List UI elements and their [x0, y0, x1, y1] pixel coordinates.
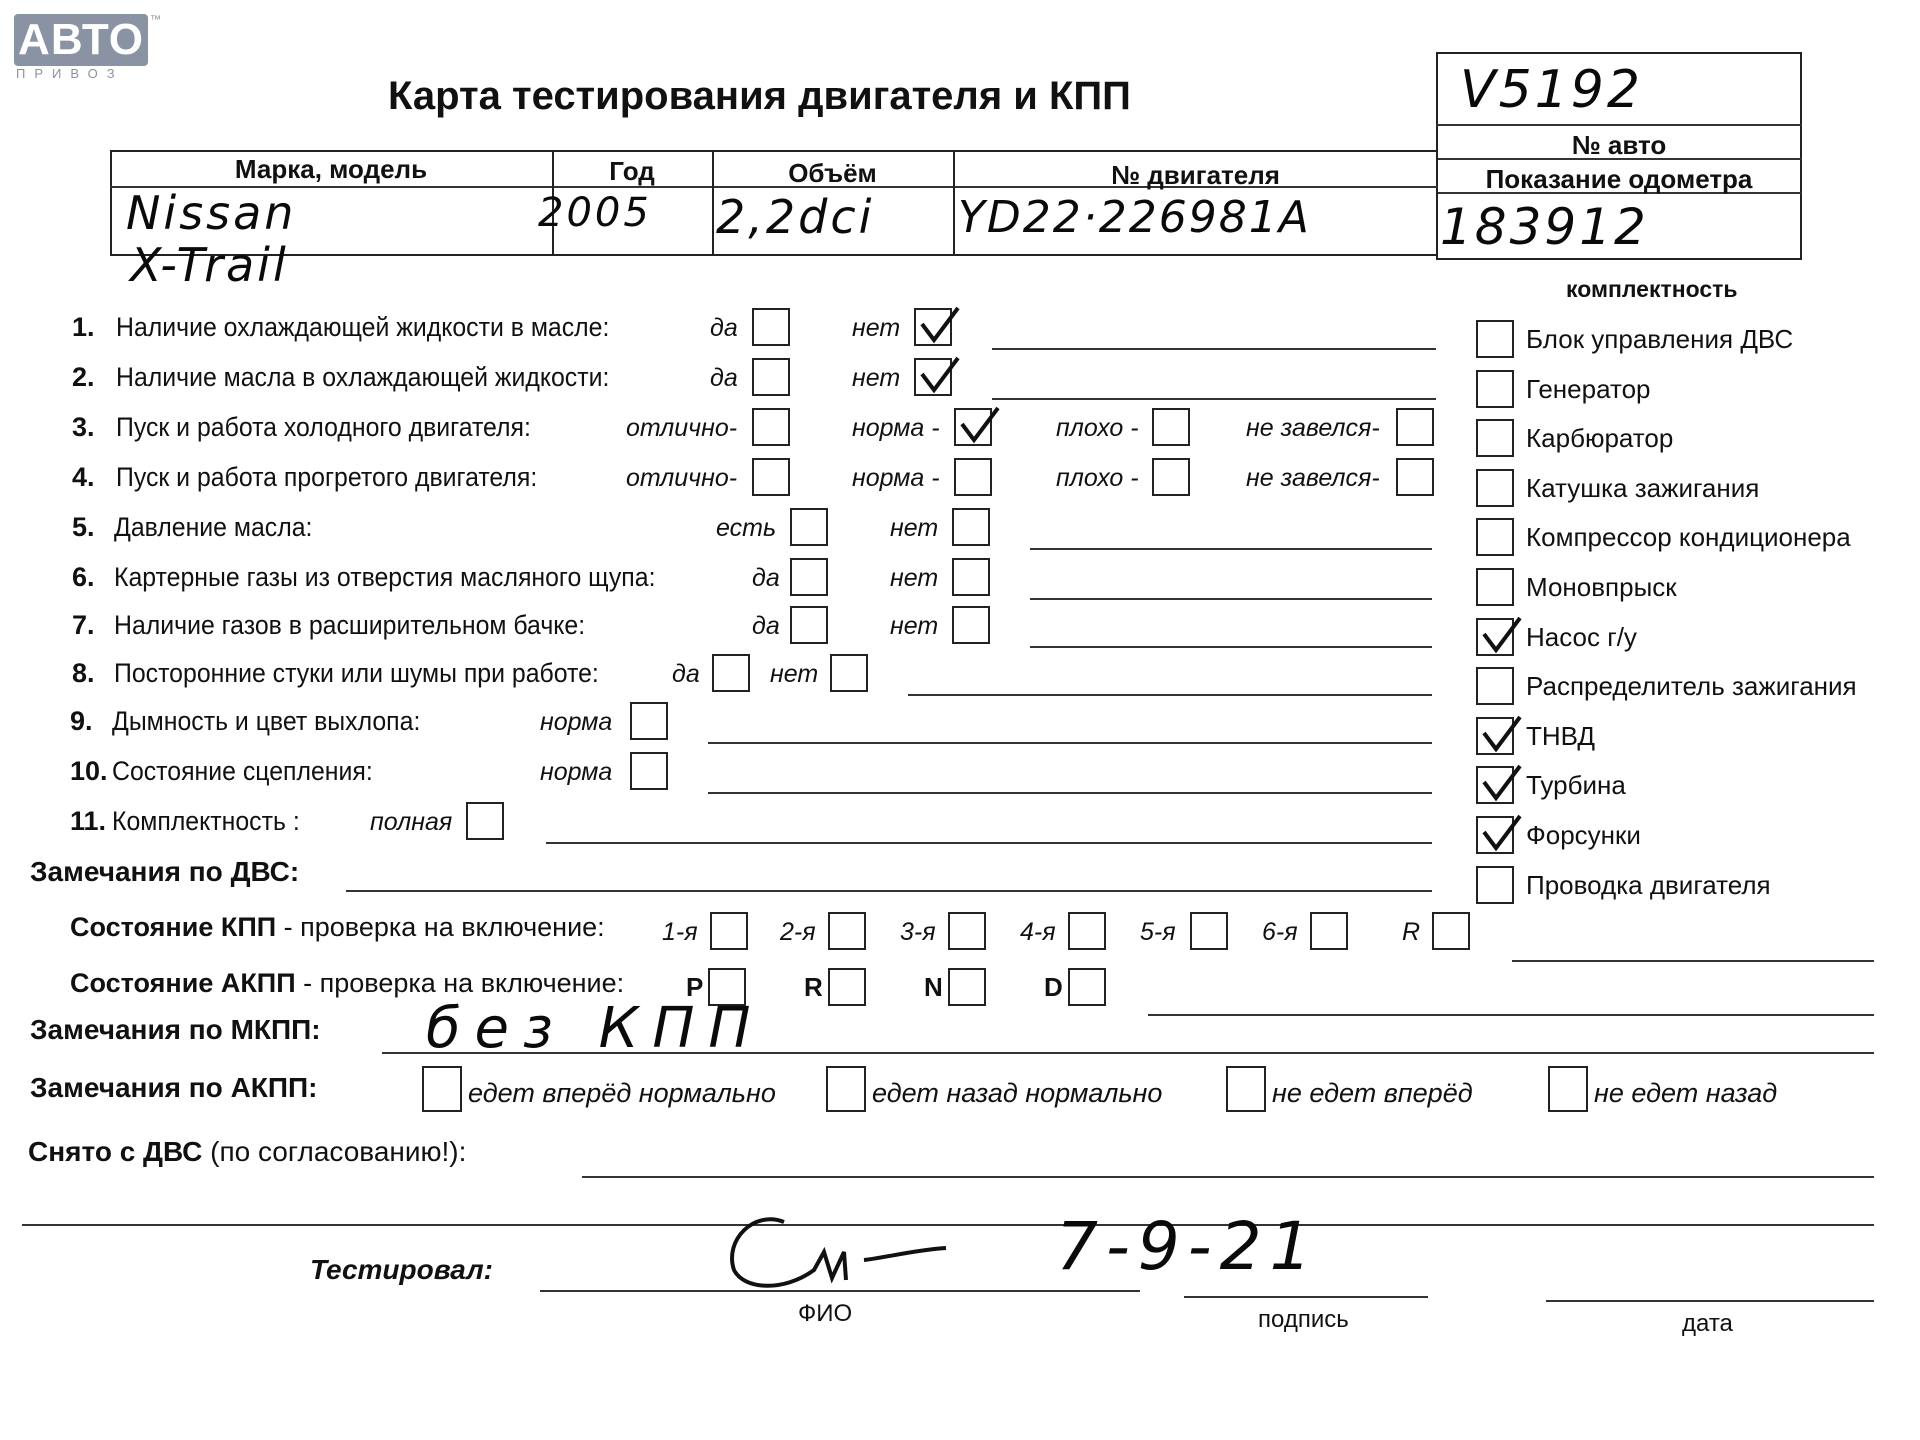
- make-value: Nissan: [126, 186, 297, 240]
- engine-no-header: № двигателя: [1111, 160, 1280, 190]
- kit-label: Блок управления ДВС: [1526, 324, 1794, 354]
- gear-checkbox[interactable]: [1432, 912, 1470, 950]
- gear-label: 5-я: [1140, 918, 1176, 946]
- kit-checkbox[interactable]: [1476, 717, 1514, 755]
- question-text: Наличие охлаждающей жидкости в масле:: [116, 312, 610, 342]
- question-text: Дымность и цвет выхлопа:: [112, 706, 421, 736]
- kit-checkbox[interactable]: [1476, 618, 1514, 656]
- akpp-mode-label: R: [804, 972, 823, 1002]
- question-text: Пуск и работа прогретого двигателя:: [116, 462, 538, 492]
- logo-tm: ™: [150, 14, 161, 26]
- question-text: Картерные газы из отверстия масляного щупа:: [114, 562, 656, 592]
- option-label: не завелся-: [1246, 414, 1380, 442]
- gear-checkbox[interactable]: [1310, 912, 1348, 950]
- kpp-label-rest: - проверка на включение:: [276, 912, 605, 942]
- kit-label: Генератор: [1526, 373, 1651, 404]
- odometer-header: Показание одометра: [1485, 164, 1753, 194]
- akpp-mode-label: D: [1044, 972, 1063, 1002]
- kit-label: Карбюратор: [1526, 423, 1674, 454]
- gear-label: 3-я: [900, 918, 936, 946]
- option-checkbox[interactable]: [790, 606, 828, 644]
- question-text: Посторонние стуки или шумы при работе:: [114, 658, 599, 688]
- kit-label: Проводка двигателя: [1526, 869, 1771, 900]
- gear-label: 2-я: [780, 918, 816, 946]
- option-checkbox[interactable]: [830, 654, 868, 692]
- option-label: полная: [370, 808, 453, 836]
- gear-label: R: [1402, 918, 1421, 946]
- option-label: нет: [890, 514, 939, 542]
- kit-checkbox[interactable]: [1476, 568, 1514, 606]
- gear-label: 4-я: [1020, 918, 1056, 946]
- option-checkbox[interactable]: [630, 702, 668, 740]
- gear-checkbox[interactable]: [1190, 912, 1228, 950]
- option-label: нет: [770, 660, 819, 688]
- question-text: Наличие масла в охлаждающей жидкости:: [116, 362, 610, 392]
- gear-checkbox[interactable]: [948, 912, 986, 950]
- gear-checkbox[interactable]: [710, 912, 748, 950]
- question-number: 7.: [72, 610, 95, 640]
- kit-checkbox[interactable]: [1476, 816, 1514, 854]
- option-label: да: [710, 364, 738, 392]
- option-checkbox[interactable]: [790, 508, 828, 546]
- question-number: 2.: [72, 362, 95, 392]
- option-checkbox[interactable]: [752, 308, 790, 346]
- kit-label: Форсунки: [1526, 820, 1641, 850]
- option-label: норма -: [852, 414, 940, 442]
- option-label: отлично-: [626, 464, 738, 492]
- logo-subtitle: ПРИВОЗ: [16, 66, 124, 81]
- option-label: отлично-: [626, 414, 738, 442]
- mkpp-remarks-value: без КПП: [426, 996, 765, 1061]
- akpp-mode-checkbox[interactable]: [948, 968, 986, 1006]
- option-checkbox[interactable]: [1152, 408, 1190, 446]
- akpp-remark-checkbox[interactable]: [826, 1066, 866, 1112]
- akpp-mode-label: N: [924, 972, 943, 1002]
- question-text: Состояние сцепления:: [112, 756, 373, 786]
- removed-label: [28, 1136, 466, 1168]
- tested-label: Тестировал:: [310, 1254, 493, 1285]
- option-label: не завелся-: [1246, 464, 1380, 492]
- question-number: 8.: [72, 658, 95, 688]
- removed-bold: Снято с ДВС: [28, 1136, 203, 1167]
- kit-checkbox[interactable]: [1476, 518, 1514, 556]
- kpp-label-bold: Состояние КПП: [70, 912, 277, 942]
- tested-date-hw: 7-9-21: [1056, 1208, 1320, 1285]
- option-label: плохо -: [1056, 464, 1139, 492]
- option-checkbox[interactable]: [466, 802, 504, 840]
- kit-checkbox[interactable]: [1476, 370, 1514, 408]
- option-checkbox[interactable]: [914, 358, 952, 396]
- volume-value: 2,2dci: [716, 190, 875, 244]
- question-number: 4.: [72, 462, 95, 492]
- question-number: 1.: [72, 312, 95, 342]
- removed-rest: (по согласованию!):: [202, 1136, 467, 1167]
- option-checkbox[interactable]: [952, 606, 990, 644]
- mkpp-remarks-label: Замечания по МКПП:: [30, 1014, 321, 1045]
- akpp-row-label: [70, 968, 624, 999]
- question-number: 5.: [72, 512, 95, 542]
- signature-fio: [714, 1200, 954, 1300]
- engine-no-value: YD22·226981A: [958, 192, 1311, 243]
- question-number: 3.: [72, 412, 95, 442]
- gear-label: 6-я: [1262, 918, 1298, 946]
- kit-label: Компрессор кондиционера: [1526, 522, 1851, 553]
- option-checkbox[interactable]: [752, 358, 790, 396]
- option-checkbox[interactable]: [712, 654, 750, 692]
- option-checkbox[interactable]: [630, 752, 668, 790]
- option-checkbox[interactable]: [914, 308, 952, 346]
- option-label: норма: [540, 758, 613, 786]
- year-value: 2005: [538, 190, 652, 236]
- kit-label: Турбина: [1526, 770, 1626, 801]
- akpp-remark-label: не едет вперёд: [1272, 1078, 1473, 1108]
- gear-checkbox[interactable]: [828, 912, 866, 950]
- kit-label: Распределитель зажигания: [1526, 671, 1857, 702]
- year-header: Год: [609, 156, 655, 186]
- odometer-value: 183912: [1440, 198, 1649, 256]
- question-number: 9.: [70, 706, 93, 736]
- option-checkbox[interactable]: [954, 458, 992, 496]
- make-header: Марка, модель: [234, 154, 428, 184]
- logo-text: АВТО: [18, 15, 144, 64]
- complectness-title: комплектность: [1566, 276, 1738, 302]
- kit-checkbox[interactable]: [1476, 320, 1514, 358]
- model-value: X-Trail: [130, 238, 289, 292]
- option-label: нет: [852, 314, 901, 342]
- kit-checkbox[interactable]: [1476, 419, 1514, 457]
- remarks-dvs-label: Замечания по ДВС:: [30, 856, 300, 887]
- option-checkbox[interactable]: [752, 458, 790, 496]
- kit-checkbox[interactable]: [1476, 469, 1514, 507]
- page-title: Карта тестирования двигателя и КПП: [388, 74, 1131, 118]
- akpp-remark-checkbox[interactable]: [1548, 1066, 1588, 1112]
- akpp-remarks-label: Замечания по АКПП:: [30, 1072, 318, 1103]
- option-label: да: [672, 660, 700, 688]
- logo: [14, 14, 148, 66]
- option-checkbox[interactable]: [752, 408, 790, 446]
- option-label: норма: [540, 708, 613, 736]
- date-label: дата: [1682, 1310, 1733, 1337]
- option-label: есть: [716, 514, 777, 542]
- option-label: плохо -: [1056, 414, 1139, 442]
- option-checkbox[interactable]: [1396, 458, 1434, 496]
- car-number-value: V5192: [1460, 60, 1643, 120]
- gear-checkbox[interactable]: [1068, 912, 1106, 950]
- question-text: Пуск и работа холодного двигателя:: [116, 412, 531, 442]
- kpp-row-label: [70, 912, 605, 943]
- kit-label: ТНВД: [1526, 720, 1596, 751]
- akpp-remark-checkbox[interactable]: [422, 1066, 462, 1112]
- signature-label: подпись: [1258, 1306, 1349, 1333]
- option-label: норма -: [852, 464, 940, 492]
- option-label: нет: [890, 564, 939, 592]
- question-number: 10.: [70, 756, 108, 786]
- akpp-remark-label: едет вперёд нормально: [468, 1078, 776, 1108]
- volume-header: Объём: [788, 158, 877, 188]
- fio-label: ФИО: [798, 1300, 853, 1327]
- akpp-mode-label: P: [686, 972, 704, 1002]
- question-text: Наличие газов в расширительном бачке:: [114, 610, 586, 640]
- question-text: Комплектность :: [112, 806, 300, 836]
- question-number: 6.: [72, 562, 95, 592]
- gear-label: 1-я: [662, 918, 698, 946]
- akpp-label-bold: Состояние АКПП: [70, 968, 296, 998]
- car-number-label: № авто: [1571, 130, 1667, 160]
- option-checkbox[interactable]: [1152, 458, 1190, 496]
- akpp-label-rest: - проверка на включение:: [295, 968, 625, 998]
- akpp-mode-checkbox[interactable]: [828, 968, 866, 1006]
- akpp-remark-checkbox[interactable]: [1226, 1066, 1266, 1112]
- option-checkbox[interactable]: [952, 558, 990, 596]
- akpp-remark-label: едет назад нормально: [872, 1078, 1163, 1108]
- option-label: да: [710, 314, 738, 342]
- kit-label: Катушка зажигания: [1526, 472, 1760, 503]
- akpp-remark-label: не едет назад: [1594, 1078, 1778, 1108]
- option-checkbox[interactable]: [952, 508, 990, 546]
- kit-label: Насос г/у: [1526, 621, 1637, 652]
- option-checkbox[interactable]: [954, 408, 992, 446]
- kit-label: Моновпрыск: [1526, 572, 1677, 602]
- option-checkbox[interactable]: [790, 558, 828, 596]
- kit-checkbox[interactable]: [1476, 667, 1514, 705]
- kit-checkbox[interactable]: [1476, 866, 1514, 904]
- option-checkbox[interactable]: [1396, 408, 1434, 446]
- kit-checkbox[interactable]: [1476, 766, 1514, 804]
- option-label: да: [752, 564, 780, 592]
- question-text: Давление масла:: [114, 512, 313, 542]
- question-number: 11.: [70, 806, 107, 836]
- option-label: нет: [890, 612, 939, 640]
- akpp-mode-checkbox[interactable]: [1068, 968, 1106, 1006]
- option-label: да: [752, 612, 780, 640]
- option-label: нет: [852, 364, 901, 392]
